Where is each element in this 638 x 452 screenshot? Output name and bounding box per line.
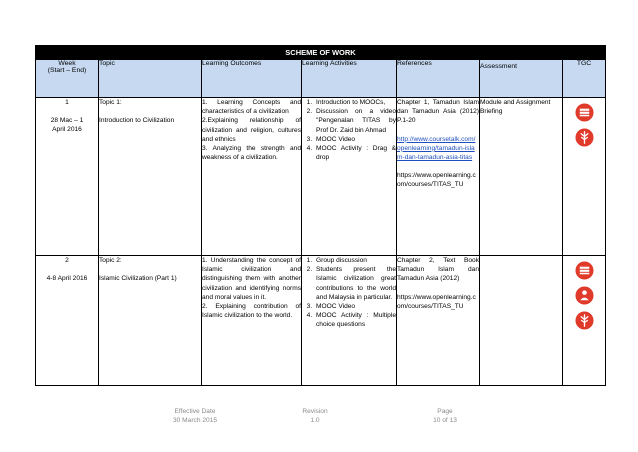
outcome-item: 2.Explaining relationship of civilization and religion, cultures and ethnics <box>202 117 301 143</box>
column-header-assessment: Assessment <box>480 60 563 98</box>
revision-value: 1.0 <box>310 416 320 424</box>
activity-item: 2. Discussion on a video "Pengenalan TITAS by Prof Dr. Zaid bin Ahmad <box>314 107 396 135</box>
activity-item: 3. MOOC Video <box>314 135 396 144</box>
week-dates: April 2016 <box>52 126 82 134</box>
scheme-of-work-table <box>35 45 606 386</box>
effective-date-value: 30 March 2015 <box>173 416 217 424</box>
week-header-line1: Week <box>58 60 76 67</box>
footer-revision <box>285 408 345 425</box>
column-header-references: References <box>397 60 480 98</box>
tgc-cell <box>563 98 606 256</box>
tree-hand-icon <box>575 311 594 330</box>
week-header-line2: (Start – End) <box>47 67 87 74</box>
hands-together-icon <box>575 261 594 280</box>
reference-text: Chapter 1, Tamadun Islam dan Tamadun Asia (2012) P.1-20 <box>397 99 479 125</box>
week-number: 2 <box>65 257 69 264</box>
tgc-cell <box>563 256 606 386</box>
week-cell <box>36 256 99 386</box>
activity-item: 4. MOOC Activity : Drag & drop <box>314 144 396 162</box>
activity-item: 4. MOOC Activity : Multiple choice questions <box>314 311 396 329</box>
topic-title: Introduction to Civilization <box>99 117 175 125</box>
outcome-item: 2. Explaining contribution of Islamic civilization to the world. <box>202 303 301 320</box>
activity-item: 2. Students present the Islamic civilization great contributions to the world and Malaysia in particular. <box>314 265 396 302</box>
outcome-item: 3. Analyzing the strength and weakness of a civilization. <box>202 145 301 162</box>
week-dates: 28 Mac – 1 <box>50 117 84 125</box>
topic-label: Topic 2: <box>99 257 122 264</box>
reference-text: Chapter 2, Text Book Tamadun Islam dan Tamadun Asia (2012) <box>397 257 479 283</box>
tree-hand-icon <box>575 128 594 147</box>
footer-page <box>415 408 475 425</box>
column-header-activities: Learning Activities <box>302 60 397 98</box>
reference-url: https://www.openlearning.com/courses/TITAS_TU <box>397 293 476 310</box>
topic-title: Islamic Civilization (Part 1) <box>99 275 177 283</box>
hands-together-icon <box>575 103 594 122</box>
week-number: 1 <box>65 99 69 106</box>
outcome-item: 1. Learning Concepts and characteristics of a civilization <box>202 99 301 116</box>
assessment-text: Module and Assignment Briefing <box>480 99 551 116</box>
outcome-item: 1. Understanding the concept of Islamic civilization and distinguishing them with another civilization and identifying norms and moral values in it. <box>202 257 301 301</box>
week-dates: 4-8 April 2016 <box>46 275 88 283</box>
outcomes-cell <box>202 98 302 256</box>
reference-url: https://www.openlearning.com/courses/TITAS_TU <box>397 172 476 189</box>
table-row <box>36 256 606 386</box>
activities-cell <box>302 256 397 386</box>
references-cell <box>397 256 480 386</box>
topic-cell <box>99 98 202 256</box>
reference-link[interactable]: http://www.coursetalk.com/openlearning/tamadun-islam-dan-tamadun-asia-titas <box>397 135 476 162</box>
person-group-icon <box>575 286 594 305</box>
table-row <box>36 98 606 256</box>
effective-date-label: Effective Date <box>174 408 216 415</box>
page-label: Page <box>437 408 453 415</box>
assessment-cell <box>480 98 563 256</box>
table-title: SCHEME OF WORK <box>36 46 606 60</box>
outcomes-cell <box>202 256 302 386</box>
footer-effective-date <box>160 408 230 425</box>
topic-label: Topic 1: <box>99 99 122 106</box>
activity-item: 1. Group discussion <box>314 256 396 265</box>
assessment-cell <box>480 256 563 386</box>
week-cell <box>36 98 99 256</box>
column-header-outcomes: Learning Outcomes <box>202 60 302 98</box>
topic-cell <box>99 256 202 386</box>
activities-cell <box>302 98 397 256</box>
column-header-week <box>36 60 99 98</box>
column-header-topic: Topic <box>99 60 202 98</box>
activity-item: 3. MOOC Video <box>314 302 396 311</box>
activity-item: 1. Introduction to MOOCs, <box>314 98 396 107</box>
column-header-tgc: TGC <box>563 60 606 98</box>
page-value: 10 of 13 <box>433 416 457 424</box>
revision-label: Revision <box>302 408 328 415</box>
references-cell <box>397 98 480 256</box>
